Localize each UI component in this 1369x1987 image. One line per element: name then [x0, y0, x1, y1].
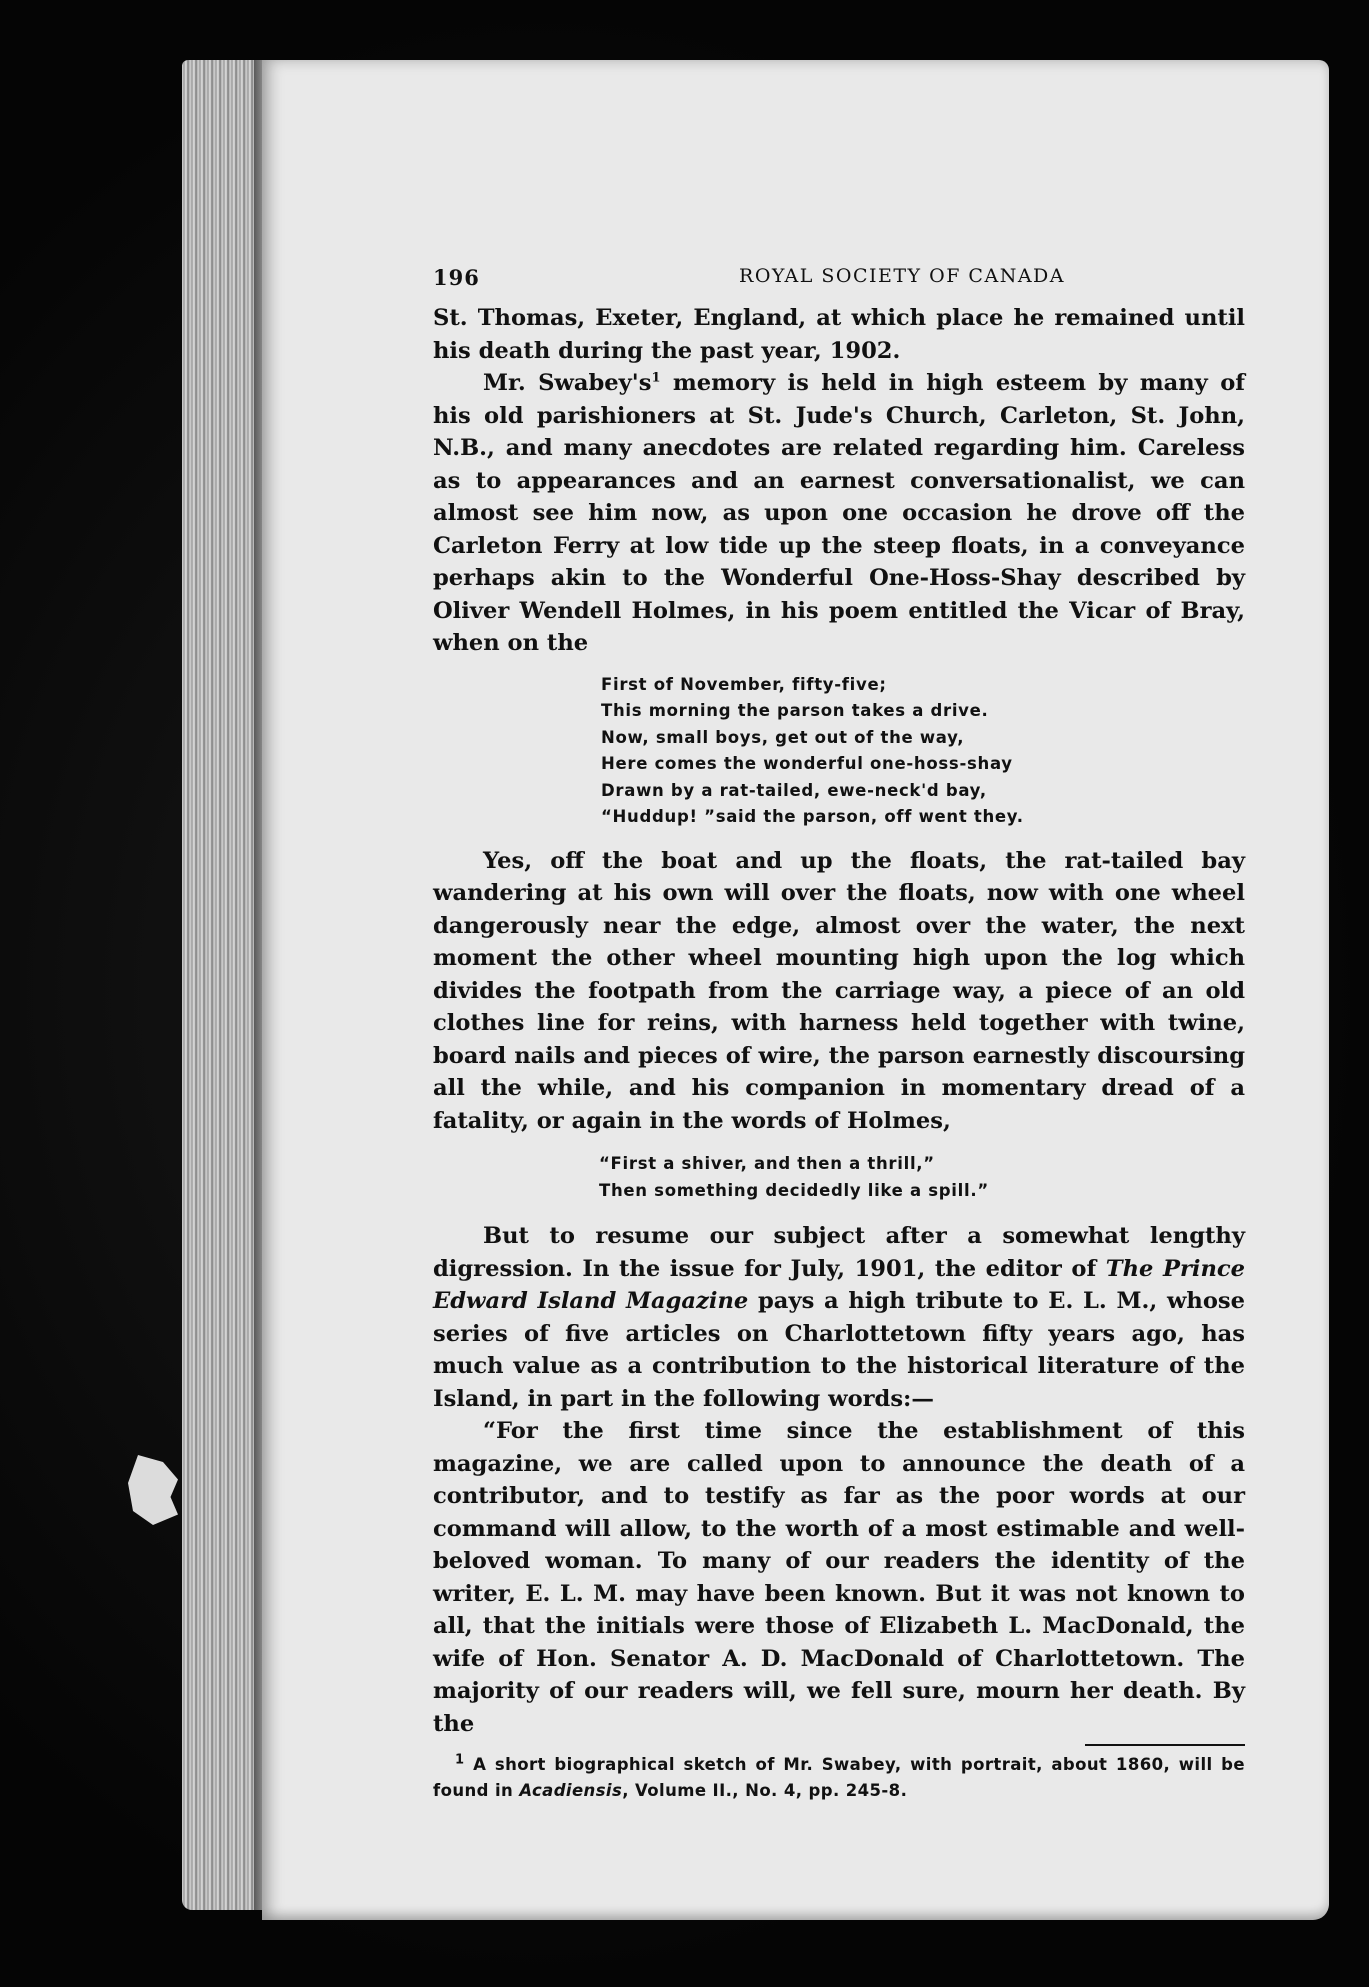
- footnote-marker: 1: [455, 1752, 465, 1768]
- page-number: 196: [433, 265, 480, 290]
- running-head: [433, 265, 1245, 290]
- footnote-text-b: , Volume II., No. 4, pp. 245-8.: [622, 1781, 908, 1800]
- paragraph-2: [433, 367, 1245, 660]
- book-page: [262, 60, 1329, 1920]
- footnote-rule: [1085, 1744, 1245, 1746]
- verse-line: First of November, fifty-five;: [601, 674, 887, 694]
- footnote: [433, 1752, 1245, 1804]
- paragraph-5-quote: “For the first time since the establishment of this magazine, we are called upon to announce the death of a contributor, and to testify as far as the poor words at our command will allow, to the worth of a most estimable and well-beloved woman. To many of our readers the identity of the writer, E. L. M. may have been known. But it was not known to all, that the initials were those of Elizabeth L. MacDonald, the wife of Hon. Senator A. D. MacDonald of Charlottetown. The majority of our readers will, we fell sure, mourn her death. By the: [433, 1418, 1245, 1737]
- paragraph-1: St. Thomas, Exeter, England, at which place he remained until his death during the past year, 1902.: [433, 305, 1245, 364]
- verse-line: “Huddup! ”said the parson, off went they.: [601, 807, 1024, 826]
- footnote-reference: 1: [651, 370, 661, 386]
- verse-line: This morning the parson takes a drive.: [601, 701, 989, 720]
- verse-quote-2: [433, 1151, 1245, 1204]
- running-head-title: ROYAL SOCIETY OF CANADA: [739, 265, 1065, 287]
- verse-quote-1: [433, 672, 1245, 831]
- verse-line: Here comes the wonderful one-hoss-shay: [601, 754, 1013, 773]
- paragraph-3: Yes, off the boat and up the floats, the rat-tailed bay wandering at his own will over the floats, now with one wheel dangerously near the edge, almost over the water, the next moment the other wheel mounting high upon the log which divides the footpath from the carriage way, a piece of an old clothes line for reins, with harness held together with twine, board nails and pieces of wire, the parson earnestly discoursing all the while, and his companion in momentary dread of a fatality, or again in the words of Holmes,: [433, 847, 1245, 1134]
- verse-line: Now, small boys, get out of the way,: [601, 727, 965, 747]
- paragraph-4-part-b: pays a high tribute to E. L. M., whose series of five articles on Charlottetown fifty years ago, has much value as a contribution to the historical literature of the Island, in part in the following words:—: [433, 1288, 1245, 1412]
- book-page-edges: [182, 60, 272, 1910]
- text-block: [433, 265, 1245, 1804]
- verse-line: Drawn by a rat-tailed, ewe-neck'd bay,: [601, 780, 987, 800]
- paragraph-4-part-a: But to resume our subject after a somewhat lengthy digression. In the issue for July, 1901, the editor of: [433, 1223, 1245, 1282]
- verse-line: Then something decidedly like a spill.”: [599, 1180, 989, 1200]
- paragraph-2-lead: Mr. Swabey's: [483, 370, 652, 396]
- magazine-title: The Prince Edward Island Magazine: [433, 1255, 1246, 1314]
- footnote-text-a: A short biographical sketch of Mr. Swabey, with portrait, about 1860, will be found in: [433, 1755, 1245, 1800]
- paragraph-4: [433, 1220, 1245, 1415]
- paragraph-2-rest: memory is held in high esteem by many of his old parishioners at St. Jude's Church, Carleton, St. John, N.B., and many anecdotes are related regarding him. Careless as to appearances and an earnest conversationalist, we can almost see him now, as upon one occasion he drove off the Carleton Ferry at low tide up the steep floats, in a conveyance perhaps akin to the Wonderful One-Hoss-Shay described by Oliver Wendell Holmes, in his poem entitled the Vicar of Bray, when on the: [433, 370, 1245, 656]
- verse-line: “First a shiver, and then a thrill,”: [599, 1154, 935, 1173]
- footnote-journal-title: Acadiensis: [519, 1781, 623, 1800]
